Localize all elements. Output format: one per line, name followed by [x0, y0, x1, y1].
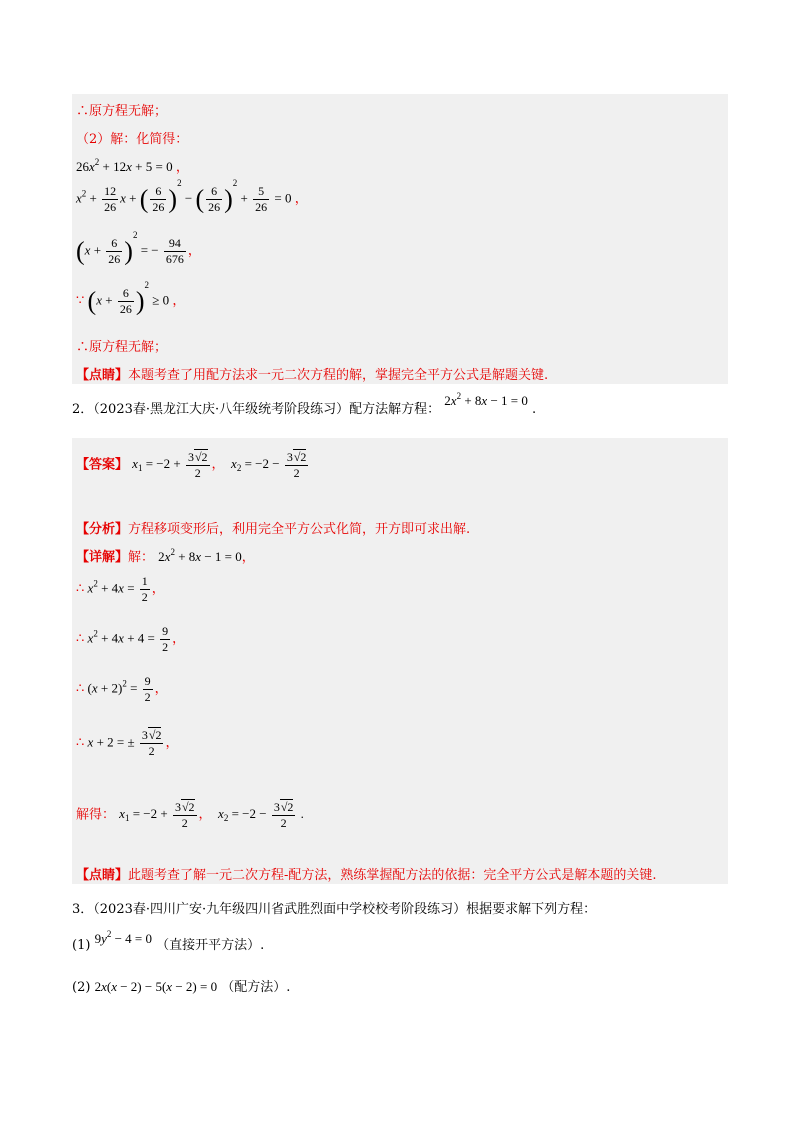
solve-prefix: 解得：	[76, 807, 116, 823]
comment-tag: 【点睛】	[76, 368, 129, 383]
comment-line-2	[76, 864, 657, 883]
step-1: ∴ $x^2 + 4x$ = $\frac{1}{2}$ ，	[76, 574, 165, 604]
question-2-equation: $2x^2 + 8x - 1 = 0$	[444, 391, 528, 408]
comment-line-1	[76, 364, 548, 383]
comment-text: 本题考查了用配方法求一元二次方程的解，掌握完全平方公式是解题关键.	[128, 368, 549, 383]
equation-square-form: (x + $\frac{6}{26}$ )$^2$ = − $\frac{94}{676}$ ，	[76, 230, 201, 266]
equation-simplified: $26x^2 + 12x + 5 = 0$ ，	[76, 157, 189, 174]
no-solution-line-2: ∴原方程无解；	[76, 340, 168, 355]
question-2-source: （2023春·黑龙江大庆·八年级统考阶段练习）配方法解方程：	[93, 402, 441, 417]
step-4: ∴ x + 2 = ± $\frac{3√2}{2}$ ，	[76, 728, 179, 758]
solution-line: 解得： $x_1 = -2$ + $\frac{3√2}{2}$ ， $x_2 = -2$ − $\frac{3√2}{2}$ .	[76, 800, 304, 830]
equation-complete-square-step: $x^2$ + $\frac{12}{26}$ x + ( $\frac{6}{26}$ )$^2$ − ( $\frac{6}{26}$ )$^2$ + $\frac{5}{26}$ = 0 ，	[76, 178, 308, 214]
question-3-item-1: (1) $9y^2 - 4 = 0$ （直接开平方法）.	[72, 929, 265, 953]
question-3-number: 3．	[72, 902, 94, 917]
question-3-source: （2023春·四川广安·九年级四川省武胜烈面中学校校考阶段练习）根据要求解下列方程：	[93, 902, 597, 917]
question-2-number: 2．	[72, 402, 94, 417]
detail-line: 【详解】解： $2x^2 + 8x - 1 = 0$，	[76, 547, 255, 565]
detail-prefix: 解：	[128, 550, 155, 565]
answer-line	[76, 450, 310, 481]
answer-tag: 【答案】	[76, 457, 129, 473]
comment-text: 此题考查了解一元二次方程-配方法，熟练掌握配方法的依据：完全平方公式是解本题的关键.	[128, 868, 657, 883]
question-3	[72, 898, 596, 917]
analysis-line	[76, 518, 470, 537]
step-3: ∴ $(x + 2)^2$ = $\frac{9}{2}$ ，	[76, 674, 168, 704]
step-2: ∴ $x^2 + 4x + 4$ = $\frac{9}{2}$ ，	[76, 624, 186, 654]
analysis-tag: 【分析】	[76, 522, 129, 537]
question-2: 2．（2023春·黑龙江大庆·八年级统考阶段练习）配方法解方程： $2x^2 + 8x - 1 = 0$ .	[72, 391, 537, 417]
no-solution-line-1: ∴原方程无解；	[76, 104, 168, 119]
answer-equation: $x_1 = -2$ + $\frac{3√2}{2}$ ， $x_2 = -2$ − $\frac{3√2}{2}$	[132, 450, 307, 480]
equation-nonnegative: ∵ (x + $\frac{6}{26}$ )$^2$ ≥ 0 ，	[76, 280, 186, 316]
comment-tag: 【点睛】	[76, 868, 129, 883]
analysis-text: 方程移项变形后，利用完全平方公式化简，开方即可求出解.	[128, 522, 471, 537]
detail-tag: 【详解】	[76, 550, 129, 565]
question-3-item-2: (2) 2x(x − 2) − 5(x − 2) = 0 （配方法）.	[72, 979, 291, 995]
sub-question-2-label: （2）解：化简得：	[76, 132, 189, 147]
